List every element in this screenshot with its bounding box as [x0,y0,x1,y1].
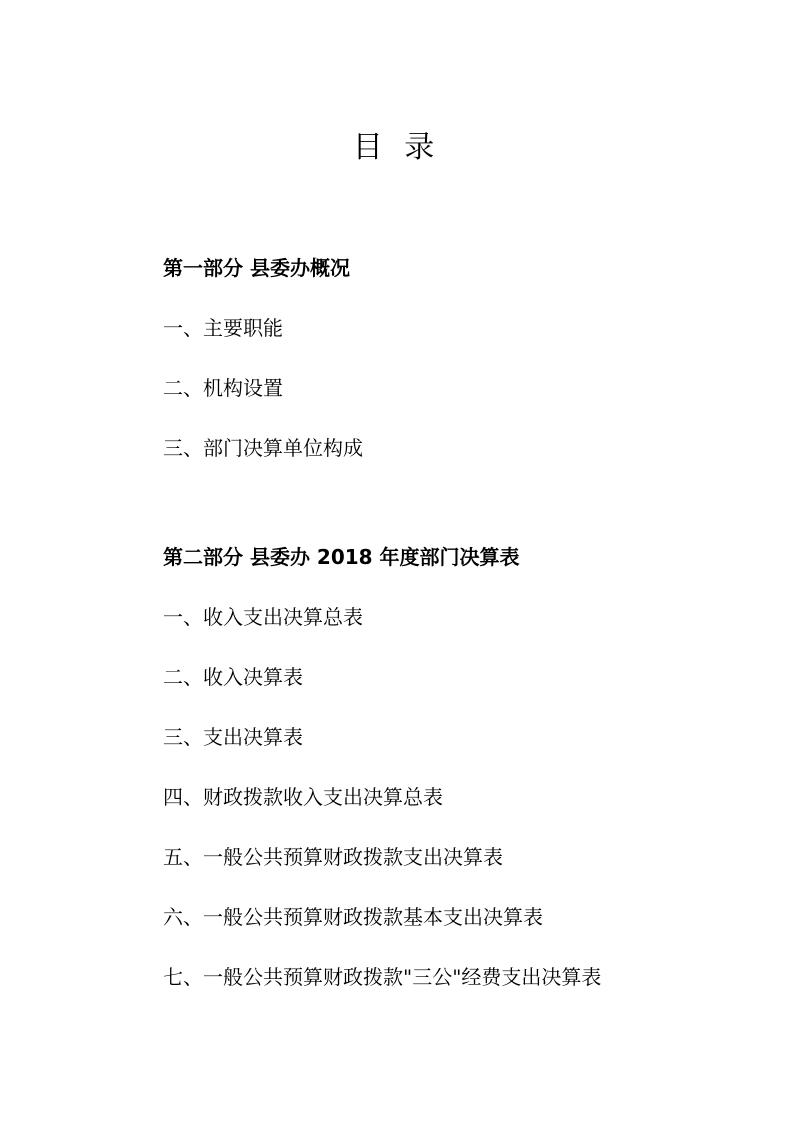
toc-item: 六、一般公共预算财政拨款基本支出决算表 [163,905,543,929]
toc-item: 三、部门决算单位构成 [163,436,363,460]
toc-item: 二、收入决算表 [163,665,303,689]
page-title: 目 录 [352,130,441,165]
toc-item: 七、一般公共预算财政拨款"三公"经费支出决算表 [163,965,602,989]
toc-item: 四、财政拨款收入支出决算总表 [163,785,443,809]
toc-item: 一、主要职能 [163,316,283,340]
toc-item: 一、收入支出决算总表 [163,605,363,629]
part-one-section [163,254,763,494]
part-two-section [163,543,763,1023]
part-one-heading: 第一部分 县委办概况 [163,256,350,280]
toc-item: 五、一般公共预算财政拨款支出决算表 [163,845,503,869]
toc-item: 二、机构设置 [163,376,283,400]
part-two-heading: 第二部分 县委办 2018 年度部门决算表 [163,545,520,569]
toc-item: 三、支出决算表 [163,725,303,749]
